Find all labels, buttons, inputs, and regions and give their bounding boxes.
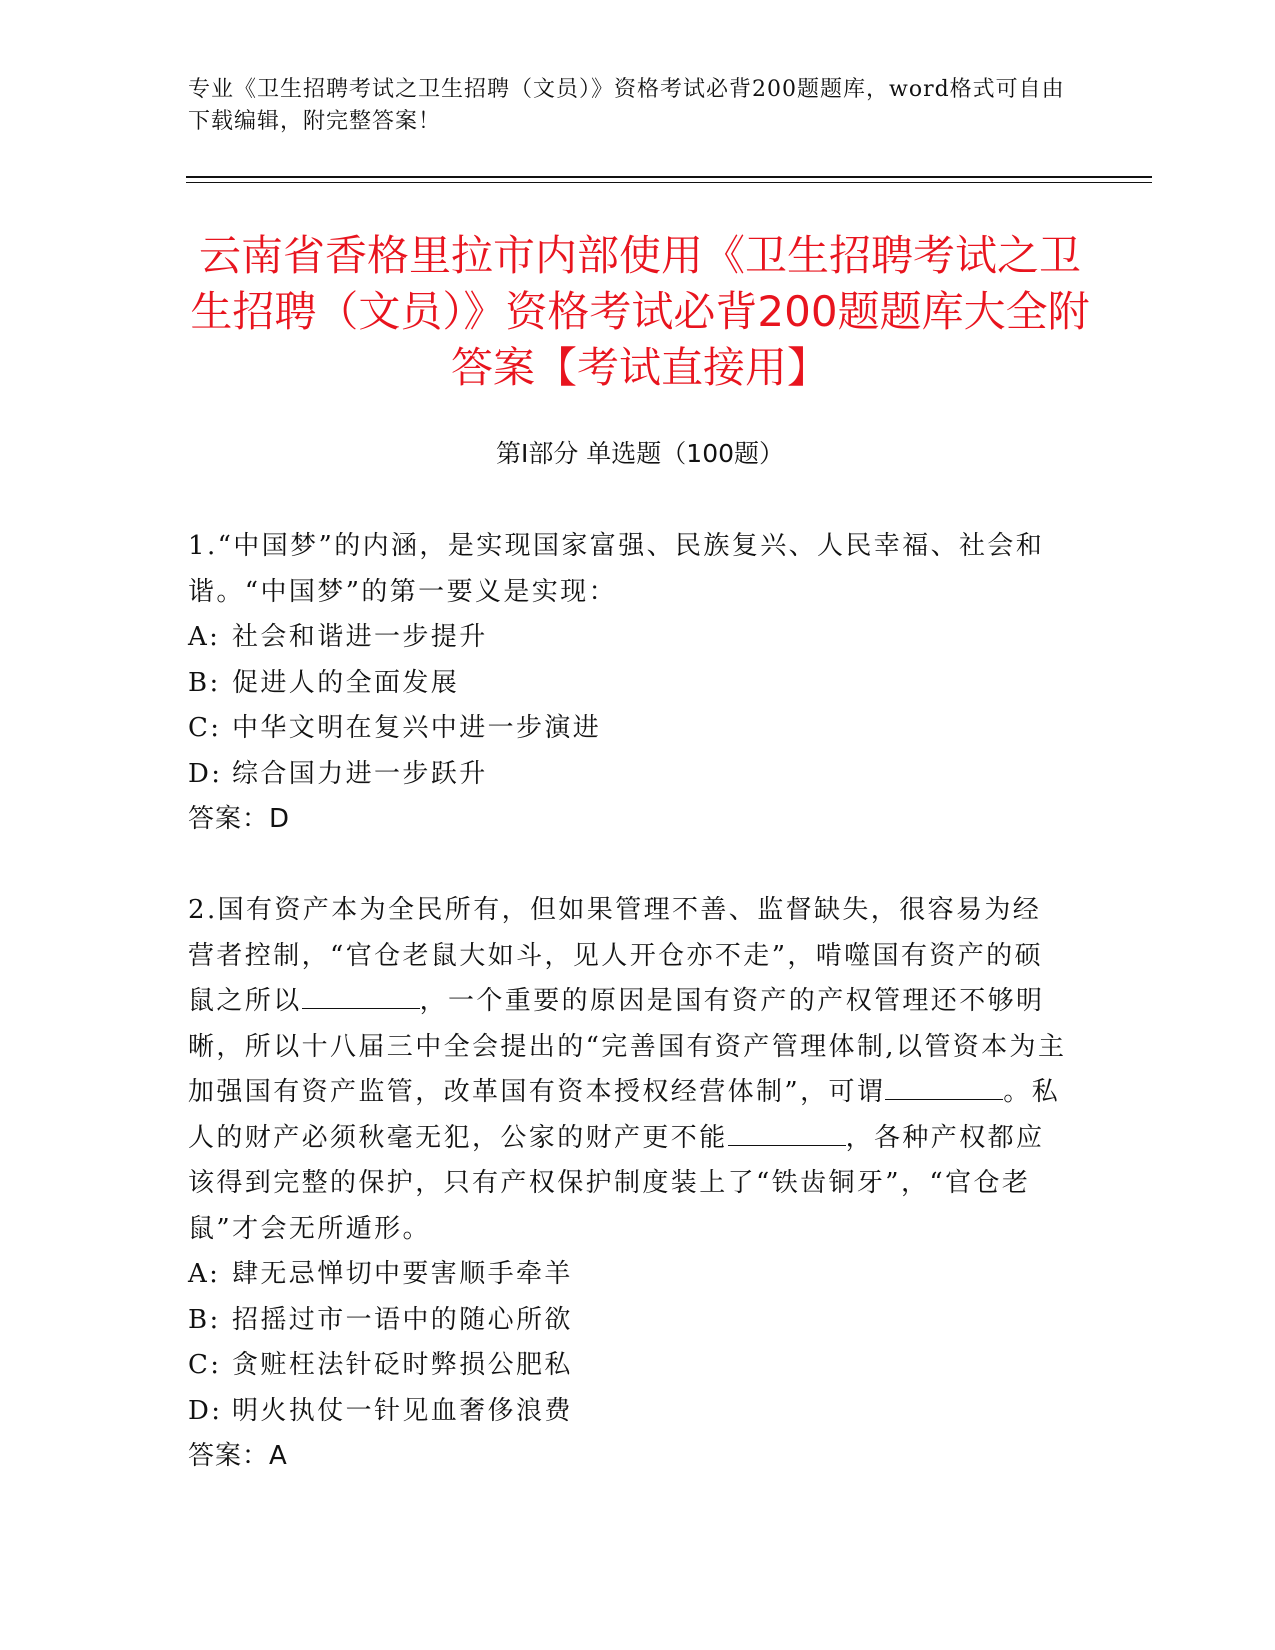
option-b [188, 1298, 1068, 1344]
option-text: 招摇过市一语中的随心所欲 [232, 1304, 573, 1335]
fill-blank [302, 984, 420, 1009]
option-text: 促进人的全面发展 [232, 667, 460, 698]
option-text: 中华文明在复兴中进一步演进 [232, 713, 602, 743]
option-letter: B: [188, 1304, 221, 1335]
option-letter: A: [188, 622, 221, 652]
option-letter: B: [188, 667, 221, 698]
option-letter: A: [188, 1259, 221, 1289]
option-letter: D: [188, 1395, 223, 1426]
option-a [188, 615, 1068, 661]
question-stem: 1.“中国梦”的内涵，是实现国家富强、民族复兴、人民幸福、社会和谐。“中国梦”的第一要义是实现： [188, 531, 1045, 607]
stem-part: ，一个重要的原因是国有资产的产权管理还不够明晰，所以十八届三中全会提出的“完善国有资产管理体制,以管资本为主加强国有资产监管，改革国有资本授权经营体制”，可谓 [188, 986, 1067, 1107]
option-text: 肆无忌惮切中要害顺手牵羊 [232, 1259, 573, 1289]
option-letter: C: [188, 1350, 222, 1380]
option-c [188, 706, 1068, 752]
question-2 [188, 888, 1068, 1480]
fill-blank [728, 1121, 846, 1146]
header-divider-thin [186, 182, 1152, 183]
option-text: 社会和谐进一步提升 [232, 622, 488, 652]
question-stem [188, 888, 1068, 1252]
stem-part: 。私人的财产必须秋毫无犯，公家的财产更不能 [188, 1077, 1061, 1153]
option-a [188, 1252, 1068, 1298]
option-text: 明火执仗一针见血奢侈浪费 [232, 1395, 573, 1426]
option-letter: D: [188, 758, 223, 789]
question-1 [188, 524, 1068, 843]
header-divider-thick [186, 176, 1152, 178]
document-title: 云南省香格里拉市内部使用《卫生招聘考试之卫生招聘（文员）》资格考试必背200题题库大全附答案【考试直接用】 [190, 231, 1090, 392]
answer-line: 答案：A [188, 1441, 288, 1471]
header-note: 专业《卫生招聘考试之卫生招聘（文员）》资格考试必背200题题库，word格式可自由下载编辑，附完整答案！ [188, 77, 1065, 134]
option-c [188, 1343, 1068, 1389]
option-d [188, 1389, 1068, 1435]
fill-blank [885, 1075, 1003, 1100]
section-heading: 第Ⅰ部分 单选题（100题） [495, 439, 785, 468]
option-d [188, 752, 1068, 798]
stem-part: ，各种产权都应该得到完整的保护，只有产权保护制度装上了“铁齿铜牙”，“官仓老鼠”才会无所遁形。 [188, 1122, 1045, 1244]
option-text: 贪赃枉法针砭时弊损公肥私 [232, 1350, 573, 1380]
answer-line: 答案：D [188, 804, 291, 834]
stem-part: 2.国有资产本为全民所有，但如果管理不善、监督缺失，很容易为经营者控制，“官仓老鼠大如斗，见人开仓亦不走”，啃噬国有资产的硕鼠之所以 [188, 895, 1043, 1016]
option-text: 综合国力进一步跃升 [232, 758, 488, 789]
option-b [188, 661, 1068, 707]
option-letter: C: [188, 713, 222, 743]
